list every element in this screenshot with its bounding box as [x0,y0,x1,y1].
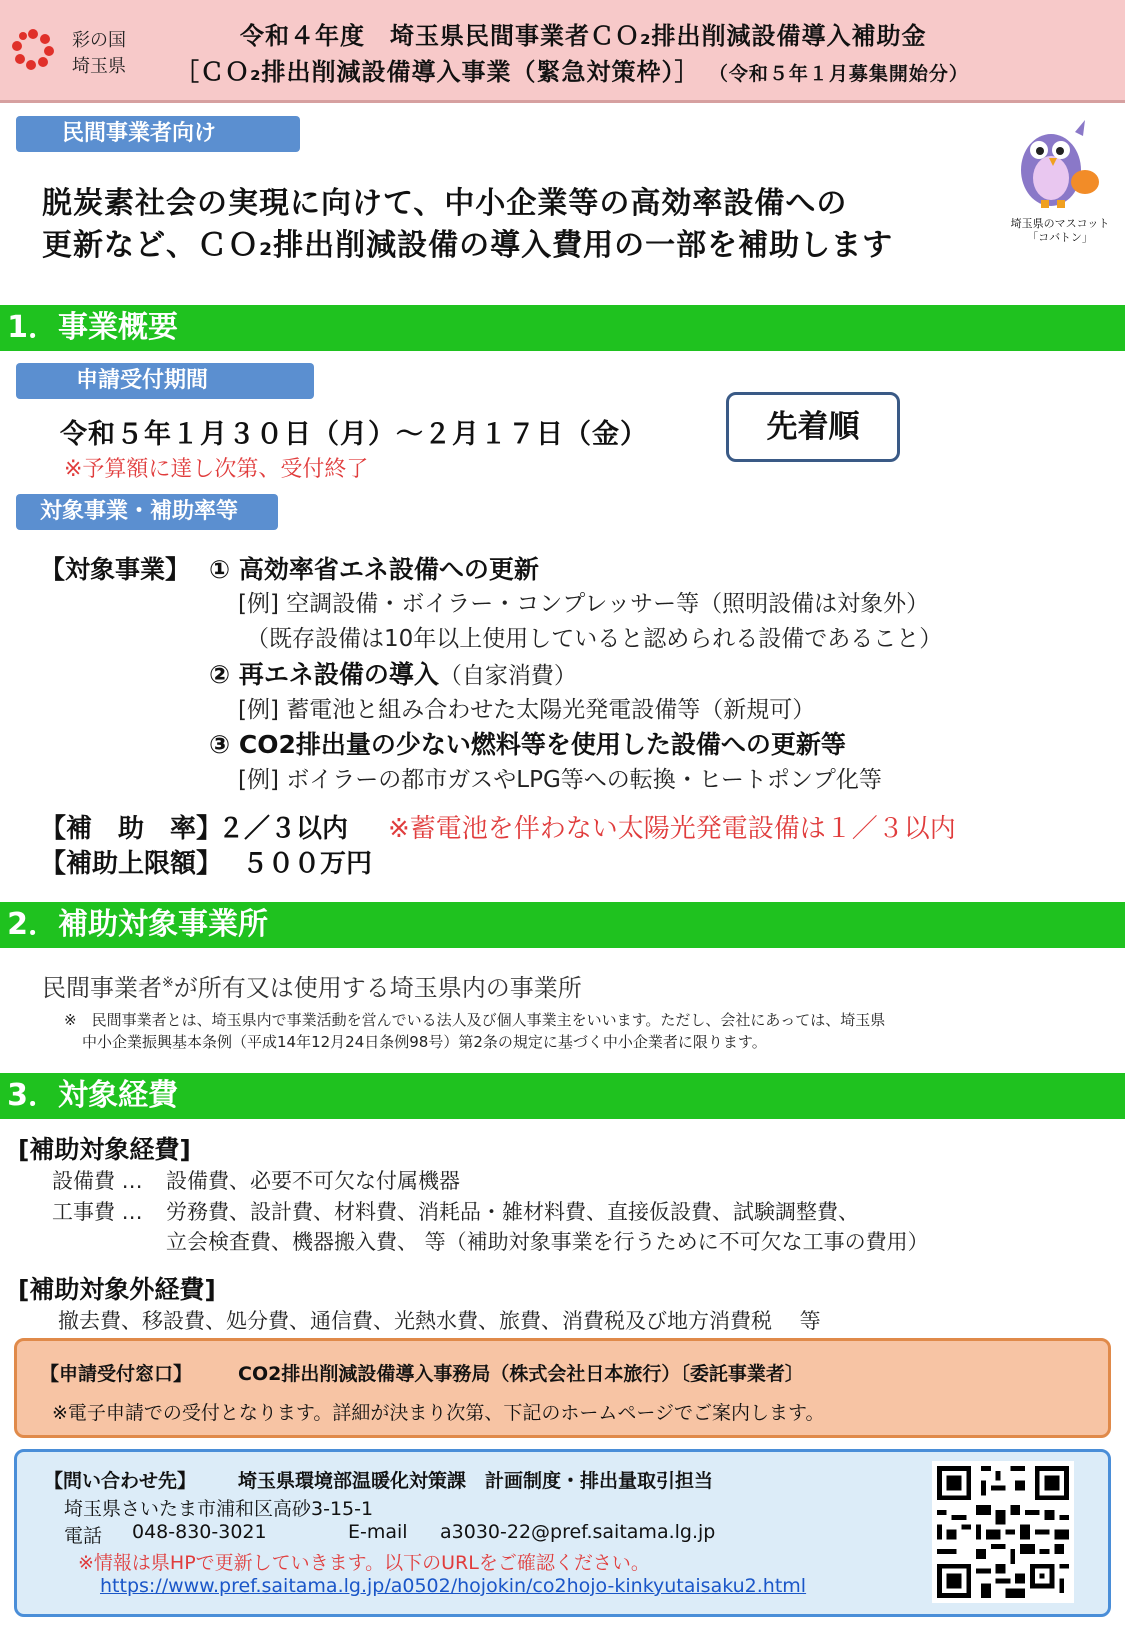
work-value-2: 立会検査費、機器搬入費、 等（補助対象事業を行うために不可欠な工事の費用） [166,1230,929,1254]
contact-email[interactable]: a3030-22@pref.saitama.lg.jp [440,1521,716,1543]
section2-title: 補助対象事業所 [58,907,268,942]
contact-email-label: E-mail [348,1521,408,1543]
section3-title: 対象経費 [58,1078,178,1113]
section2-body-b: が所有又は使用する埼玉県内の事業所 [173,974,582,1002]
rate-label: 【補 助 率】 [40,814,223,844]
mascot-caption-1: 埼玉県のマスコット [1010,217,1110,230]
section2-footnote [64,1009,1104,1053]
audience-label: 民間事業者向け [16,116,300,152]
first-come-badge: 先着順 [726,392,900,462]
mascot-kobaton-icon [1005,112,1111,212]
lead-line1: 脱炭素社会の実現に向けて、中小企業等の高効率設備への [42,186,848,221]
rate-value: ２／３以内 [218,814,349,844]
rate-note: ※蓄電池を伴わない太陽光発電設備は１／３以内 [388,814,956,844]
item2-example: [例] 蓄電池と組み合わせた太陽光発電設備等（新規可） [238,697,816,723]
logo-text [72,28,126,80]
header-title-main: ［ＣＯ₂排出削減設備導入事業（緊急対策枠）］ [175,58,700,86]
item3-title: ③ CO2排出量の少ない燃料等を使用した設備への更新等 [209,730,846,759]
saitama-logo-icon [12,28,54,70]
target-label: 対象事業・補助率等 [16,494,278,530]
qr-code-icon[interactable] [932,1461,1074,1603]
item1-title: ① 高効率省エネ設備への更新 [209,555,539,584]
work-value-1: 労務費、設計費、材料費、消耗品・雑材料費、直接仮設費、試験調整費、 [166,1200,859,1224]
logo-text-line1: 彩の国 [72,30,126,51]
contact-label: 【問い合わせ先】 [44,1470,197,1492]
item1-example: [例] 空調設備・ボイラー・コンプレッサー等（照明設備は対象外） [238,591,930,617]
section3-header [0,1073,1125,1119]
mascot-caption [1010,217,1110,245]
contact-tel: 048-830-3021 [132,1521,267,1543]
target-heading: 【対象事業】 [40,555,191,584]
lead-line2: 更新など、ＣＯ₂排出削減設備の導入費用の一部を補助します [42,228,894,263]
application-period: 令和５年１月３０日（月）～２月１７日（金） [60,419,648,450]
item2-sub: （自家消費） [438,663,577,689]
period-label: 申請受付期間 [16,363,314,399]
header-title-line2 [175,52,969,87]
section2-header [0,902,1125,948]
equipment-label: 設備費 … [52,1169,143,1193]
section1-number: 1． [7,310,58,345]
limit-label: 【補助上限額】 [40,849,223,879]
section3-number: 3． [7,1078,58,1113]
item1-note: （既存設備は10年以上使用していると認められる設備であること） [246,626,943,652]
window-name: CO2排出削減設備導入事務局（株式会社日本旅行）〔委託事業者〕 [238,1363,804,1385]
contact-url-link[interactable]: https://www.pref.saitama.lg.jp/a0502/hojokin/co2hojo-kinkyutaisaku2.html [100,1575,807,1597]
section1-title: 事業概要 [58,310,178,345]
header-title-sub: （令和５年１月募集開始分） [708,63,969,85]
ineligible-value: 撤去費、移設費、処分費、通信費、光熱水費、旅費、消費税及び地方消費税 等 [58,1309,821,1333]
contact-tel-label: 電話 [64,1525,103,1547]
lead-text [42,183,893,267]
equipment-value: 設備費、必要不可欠な付属機器 [166,1169,460,1193]
item2-title: ② 再エネ設備の導入 [209,660,439,689]
contact-address: 埼玉県さいたま市浦和区高砂3-15-1 [64,1498,374,1520]
window-note: ※電子申請での受付となります。詳細が決まり次第、下記のホームページでご案内します。 [52,1402,825,1424]
section2-body [42,968,582,1003]
eligible-heading: [補助対象経費] [18,1135,191,1164]
section1-header [0,305,1125,351]
header-title-line1: 令和４年度 埼玉県民間事業者ＣＯ₂排出削減設備導入補助金 [240,22,927,50]
section2-number: 2． [7,907,58,942]
section2-body-mark: ※ [162,975,174,991]
section2-footnote-1: ※ 民間事業者とは、埼玉県内で事業活動を営んでいる法人及び個人事業主をいいます。ただし、会社にあっては、埼玉県 [64,1011,886,1029]
limit-value: ５００万円 [242,849,373,879]
ineligible-heading: [補助対象外経費] [18,1275,216,1304]
section2-footnote-2: 中小企業振興基本条例（平成14年12月24日条例98号）第2条の規定に基づく中小企業者に限ります。 [82,1033,767,1051]
window-label: 【申請受付窓口】 [40,1363,193,1385]
item2 [209,655,577,691]
item3-example: [例] ボイラーの都市ガスやLPG等への転換・ヒートポンプ化等 [238,767,882,793]
logo-text-line2: 埼玉県 [72,56,126,77]
work-label: 工事費 … [52,1200,143,1224]
contact-note: ※情報は県HPで更新していきます。以下のURLをご確認ください。 [78,1552,650,1574]
section2-body-a: 民間事業者 [42,974,162,1002]
contact-dept: 埼玉県環境部温暖化対策課 計画制度・排出量取引担当 [238,1470,714,1492]
period-note: ※予算額に達し次第、受付終了 [64,457,369,482]
mascot-caption-2: 「コバトン」 [1027,231,1093,244]
